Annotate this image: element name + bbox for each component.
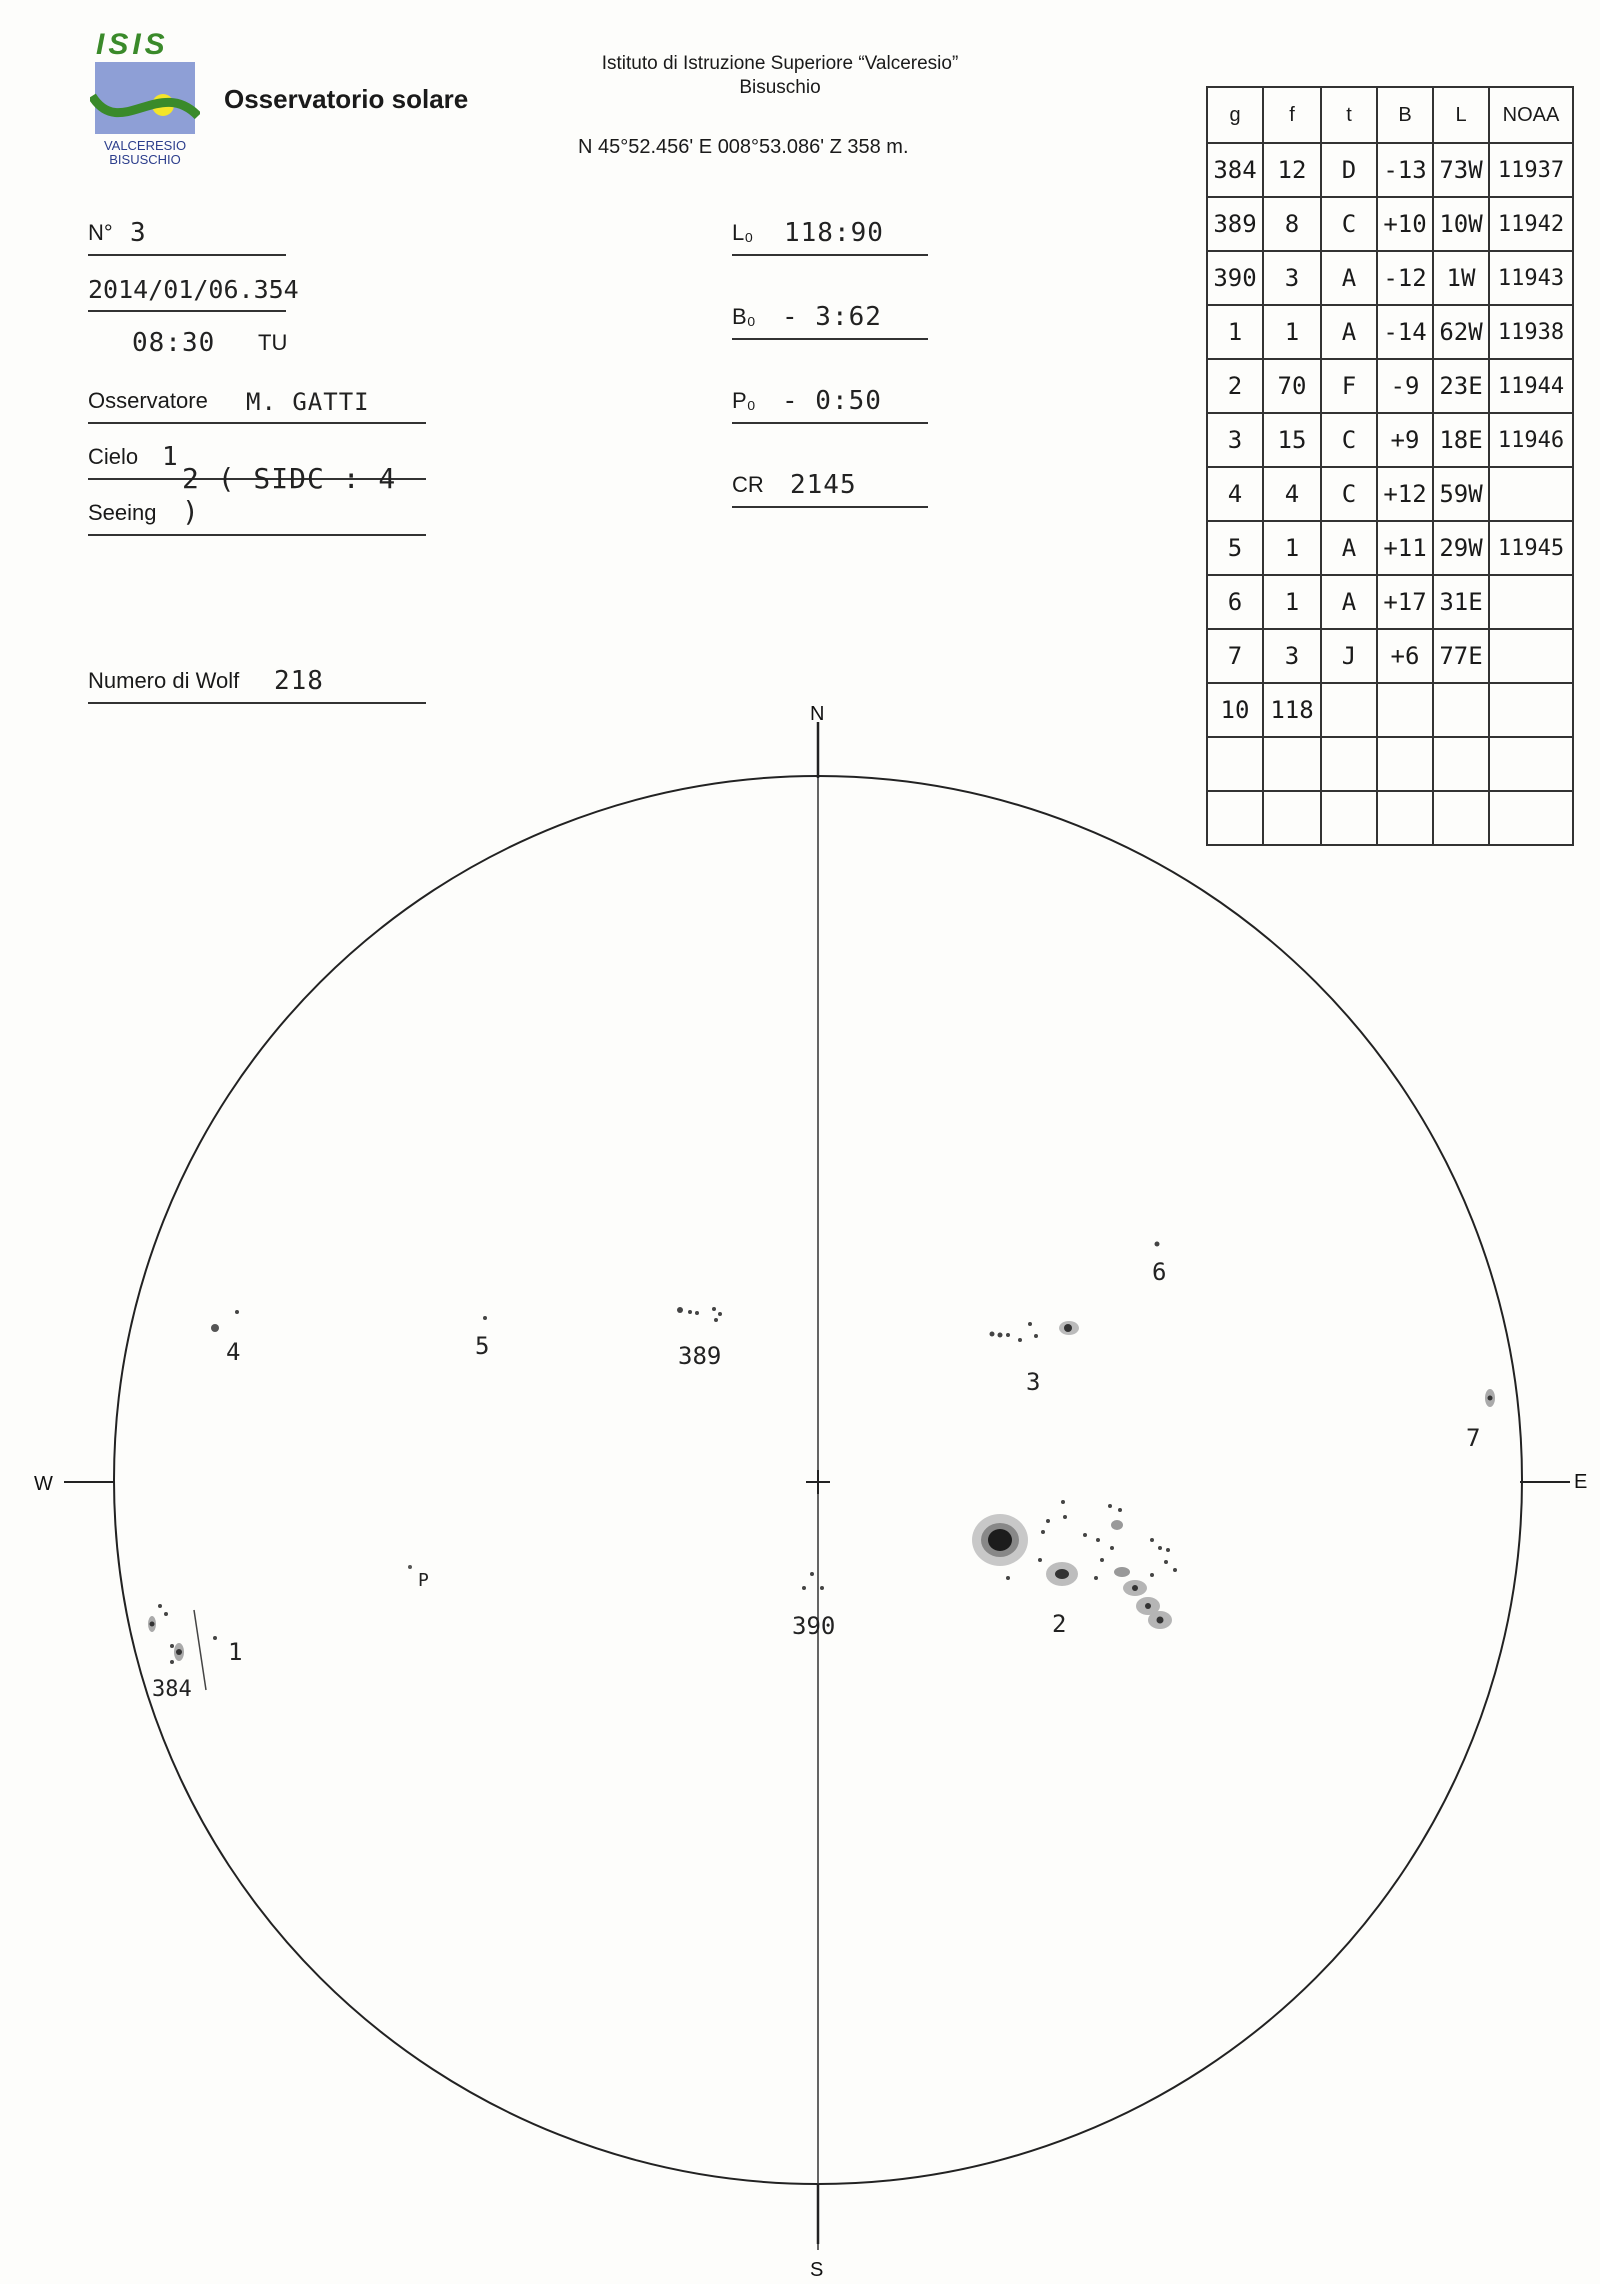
l0-value: 118:90: [784, 218, 884, 248]
cell-f: 4: [1263, 467, 1321, 521]
cell-noaa: 11944: [1489, 359, 1573, 413]
cell-t: A: [1321, 521, 1377, 575]
cell-noaa: 11943: [1489, 251, 1573, 305]
sunspot-group-7: [1485, 1389, 1495, 1407]
sky-value: 1: [162, 442, 179, 472]
cell-g: 7: [1207, 629, 1263, 683]
cell-g: 390: [1207, 251, 1263, 305]
col-header-f: f: [1263, 87, 1321, 143]
seeing-label: Seeing: [88, 500, 157, 525]
cell-g: 384: [1207, 143, 1263, 197]
group-label-7: 7: [1466, 1424, 1481, 1452]
school-line2: Bisuschio: [739, 77, 821, 98]
cardinal-east: E: [1574, 1471, 1588, 1493]
cell-l: 31E: [1433, 575, 1489, 629]
cell-f: 70: [1263, 359, 1321, 413]
time-unit: TU: [258, 330, 288, 355]
group-separator-line: [194, 1610, 206, 1690]
sunspot-group-5: [483, 1316, 487, 1320]
cell-g: 389: [1207, 197, 1263, 251]
logo-brand: ISIS: [96, 28, 169, 61]
cr-label: CR: [732, 472, 764, 497]
cell-b: -13: [1377, 143, 1433, 197]
col-header-t: t: [1321, 87, 1377, 143]
p0-label: P₀: [732, 388, 756, 413]
number-value: 3: [130, 218, 147, 248]
time-value: 08:30: [132, 328, 216, 358]
cell-t: C: [1321, 413, 1377, 467]
cell-b: +17: [1377, 575, 1433, 629]
col-header-l: L: [1433, 87, 1489, 143]
l0-label: L₀: [732, 220, 754, 245]
cell-g: 4: [1207, 467, 1263, 521]
group-label-4: 4: [226, 1338, 241, 1366]
cell-f: 3: [1263, 251, 1321, 305]
cell-g: 10: [1207, 683, 1263, 737]
cell-l: 1W: [1433, 251, 1489, 305]
cell-b: -12: [1377, 251, 1433, 305]
cell-t: C: [1321, 197, 1377, 251]
sunspot-group-2: [972, 1500, 1177, 1629]
cell-l: 59W: [1433, 467, 1489, 521]
p0-value: - 0:50: [782, 386, 882, 416]
group-label-5: 5: [475, 1332, 490, 1360]
observatory-coordinates: N 45°52.456' E 008°53.086' Z 358 m.: [578, 136, 909, 158]
cell-l: 73W: [1433, 143, 1489, 197]
cell-noaa: 11946: [1489, 413, 1573, 467]
date-value: 2014/01/06.354: [88, 275, 299, 304]
cardinal-south: S: [810, 2259, 824, 2281]
cell-t: A: [1321, 251, 1377, 305]
group-label-2: 2: [1052, 1610, 1067, 1638]
sky-label: Cielo: [88, 444, 139, 469]
cell-g: 5: [1207, 521, 1263, 575]
cell-g: 1: [1207, 305, 1263, 359]
cell-t: A: [1321, 305, 1377, 359]
group-label-389: 389: [678, 1342, 722, 1370]
cell-l: 10W: [1433, 197, 1489, 251]
cell-f: 1: [1263, 575, 1321, 629]
col-header-g: g: [1207, 87, 1263, 143]
cell-noaa: 11942: [1489, 197, 1573, 251]
group-label-384: 384: [152, 1677, 192, 1702]
cell-f: 12: [1263, 143, 1321, 197]
cell-t: C: [1321, 467, 1377, 521]
cell-noaa: 11945: [1489, 521, 1573, 575]
cell-noaa: 11937: [1489, 143, 1573, 197]
number-label: N°: [88, 220, 113, 245]
cell-b: +10: [1377, 197, 1433, 251]
cell-t: J: [1321, 629, 1377, 683]
col-header-b: B: [1377, 87, 1433, 143]
cell-t: D: [1321, 143, 1377, 197]
cardinal-north: N: [810, 703, 825, 725]
cell-b: +9: [1377, 413, 1433, 467]
sunspot-group-390: [802, 1572, 824, 1590]
sunspot-group-6: [1155, 1242, 1160, 1247]
cell-f: 1: [1263, 305, 1321, 359]
group-label-6: 6: [1152, 1258, 1167, 1286]
cell-l: 62W: [1433, 305, 1489, 359]
cell-f: 118: [1263, 683, 1321, 737]
cell-noaa: 11938: [1489, 305, 1573, 359]
sunspot-group-4: [211, 1310, 239, 1332]
group-label-3: 3: [1026, 1368, 1041, 1396]
cell-f: 3: [1263, 629, 1321, 683]
sunspot-group-3: [990, 1321, 1080, 1342]
seeing-value: 2 ( SIDC : 4 ): [182, 462, 397, 528]
cell-b: +6: [1377, 629, 1433, 683]
cell-l: 29W: [1433, 521, 1489, 575]
cell-b: -14: [1377, 305, 1433, 359]
sunspot-group-389: [677, 1307, 722, 1322]
b0-label: B₀: [732, 304, 756, 329]
cell-g: 6: [1207, 575, 1263, 629]
cr-value: 2145: [790, 470, 857, 500]
cell-l: 23E: [1433, 359, 1489, 413]
cell-g: 2: [1207, 359, 1263, 413]
cell-b: +12: [1377, 467, 1433, 521]
cell-g: 3: [1207, 413, 1263, 467]
sunspot-group-1: [213, 1636, 217, 1640]
pole-marker: [408, 1565, 412, 1569]
cell-t: F: [1321, 359, 1377, 413]
pole-label: P: [418, 1570, 429, 1591]
group-label-1: 1: [228, 1638, 243, 1666]
cardinal-west: W: [34, 1473, 53, 1495]
cell-t: A: [1321, 575, 1377, 629]
observer-value: M. GATTI: [246, 388, 370, 416]
wolf-value: 218: [274, 666, 324, 696]
observer-label: Osservatore: [88, 388, 208, 413]
school-line1: Istituto di Istruzione Superiore “Valceresio”: [601, 53, 959, 74]
wolf-label: Numero di Wolf: [88, 668, 240, 693]
cell-l: 18E: [1433, 413, 1489, 467]
logo-caption-line1: VALCERESIO: [103, 138, 187, 153]
logo-caption-line2: BISUSCHIO: [109, 152, 181, 167]
cell-f: 1: [1263, 521, 1321, 575]
b0-value: - 3:62: [782, 302, 882, 332]
observatory-title: Osservatorio solare: [224, 84, 469, 114]
cell-l: 77E: [1433, 629, 1489, 683]
cell-b: -9: [1377, 359, 1433, 413]
cell-f: 8: [1263, 197, 1321, 251]
cell-b: +11: [1377, 521, 1433, 575]
cell-f: 15: [1263, 413, 1321, 467]
col-header-noaa: NOAA: [1489, 87, 1573, 143]
sunspot-group-384: [148, 1604, 184, 1664]
group-label-390: 390: [792, 1612, 836, 1640]
